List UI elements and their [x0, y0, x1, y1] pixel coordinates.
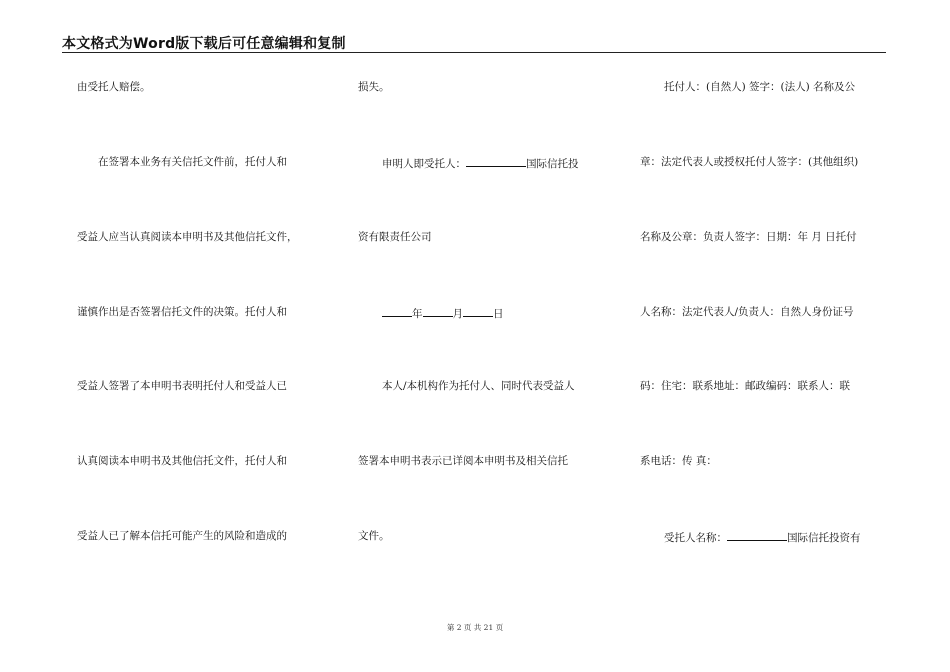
trustee-name-blank [466, 155, 526, 167]
col1-line-6: 认真阅读本申明书及其他信托文件，托付人和 [77, 455, 287, 467]
col2-line-6: 签署本申明书表示已详阅本申明书及相关信托 [358, 455, 568, 467]
col3-line-4: 人名称：法定代表人/负责人：自然人身份证号 [640, 306, 854, 318]
col2-line-7: 文件。 [358, 530, 390, 542]
trustee-name-field-blank [727, 529, 787, 541]
col1-line-3: 受益人应当认真阅读本申明书及其他信托文件， [77, 231, 298, 243]
year-blank [382, 305, 412, 317]
day-label: 日 [493, 308, 504, 320]
col3-line-1: 托付人：(自然人) 签字：(法人) 名称及公 [664, 81, 856, 93]
col2-line-2 [382, 155, 579, 171]
col2-line-1: 损失。 [358, 81, 390, 93]
trustee-company-fragment: 国际信托投 [526, 158, 579, 170]
page-number-footer: 第 2 页 共 21 页 [446, 623, 504, 632]
col1-line-2: 在签署本业务有关信托文件前，托付人和 [98, 156, 287, 168]
col2-line-3: 资有限责任公司 [358, 231, 432, 243]
trustee-company-fragment-2: 国际信托投资有 [787, 532, 861, 544]
trustee-name-label: 受托人名称： [664, 532, 727, 544]
col1-line-7: 受益人已了解本信托可能产生的风险和造成的 [77, 530, 287, 542]
year-label: 年 [412, 308, 423, 320]
col3-line-6: 系电话：传 真： [640, 455, 717, 467]
declarant-label: 申明人即受托人： [382, 158, 466, 170]
col3-line-7 [664, 529, 861, 545]
document-header-title: 本文格式为Word版下载后可任意编辑和复制 [62, 36, 346, 52]
col3-line-3: 名称及公章：负责人签字：日期：年 月 日托付 [640, 231, 857, 243]
month-label: 月 [452, 308, 463, 320]
month-blank [423, 305, 453, 317]
col3-line-5: 码：住宅：联系地址：邮政编码：联系人：联 [640, 380, 850, 392]
col2-date-line [382, 305, 504, 321]
col1-line-4: 谨慎作出是否签署信托文件的决策。托付人和 [77, 306, 287, 318]
col1-line-1: 由受托人赔偿。 [77, 81, 151, 93]
col3-line-2: 章：法定代表人或授权托付人签字：(其他组织) [640, 156, 859, 168]
col2-line-5: 本人/本机构作为托付人、同时代表受益人 [382, 380, 575, 392]
day-blank [463, 305, 493, 317]
header-divider [62, 52, 886, 53]
col1-line-5: 受益人签署了本申明书表明托付人和受益人已 [77, 380, 287, 392]
